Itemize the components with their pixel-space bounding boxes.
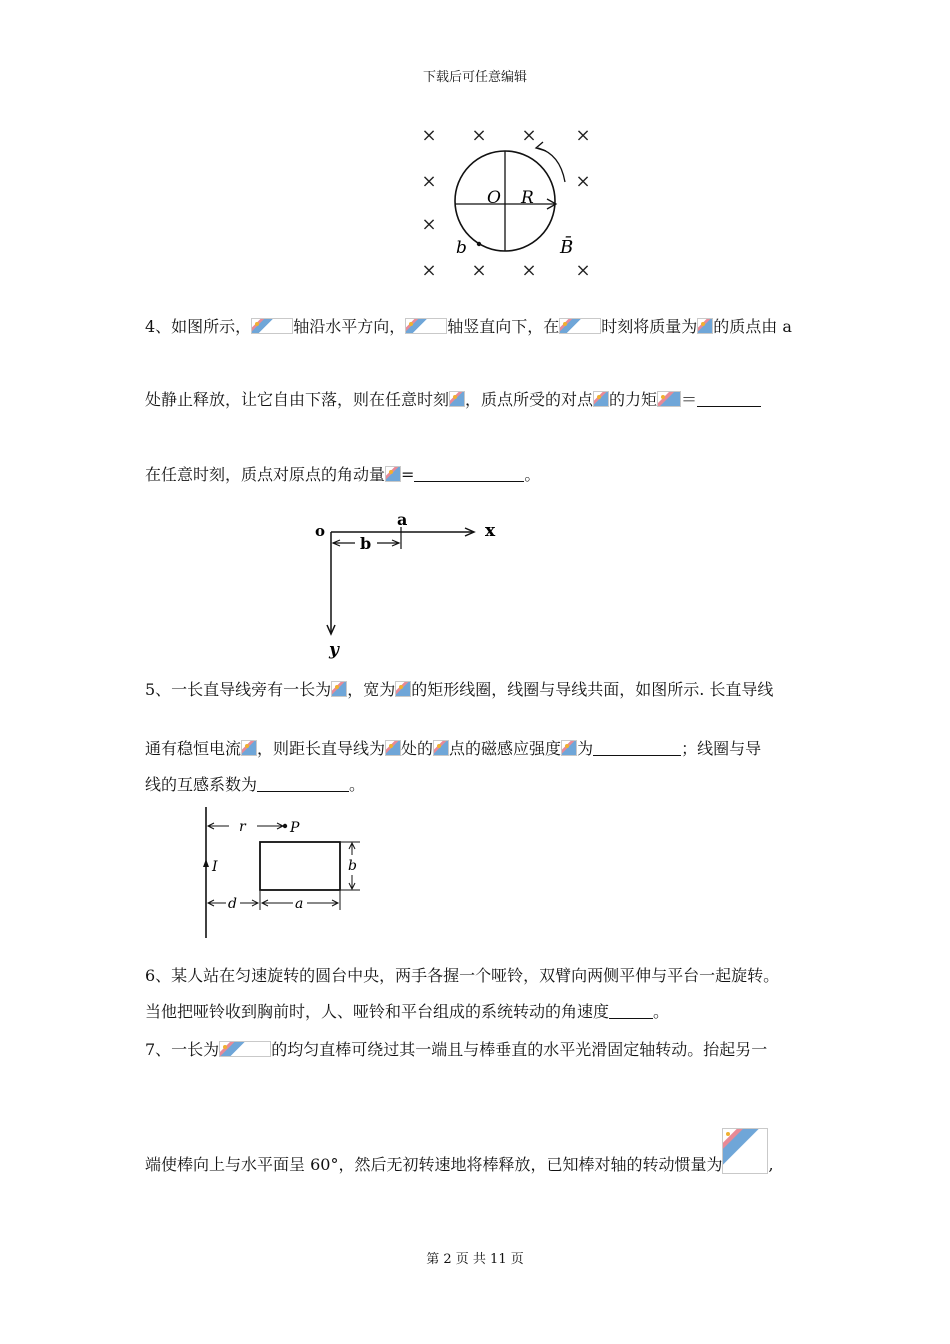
cross-mark: × (421, 260, 437, 281)
point-b-dot (477, 242, 481, 246)
image-placeholder-icon (561, 740, 577, 756)
q5-line-2: 通有稳恒电流 ，则距长直导线为 处的 点的磁感应强度 为 ；线圈与导 (145, 739, 762, 758)
rectangular-loop (260, 842, 340, 890)
q4-line-3: 在任意时刻，质点对原点的角动量 = 。 (145, 465, 541, 484)
cross-mark: × (471, 260, 487, 281)
image-placeholder-icon (593, 391, 609, 407)
rotation-arrow (538, 148, 565, 182)
label-a: a (397, 510, 408, 529)
image-placeholder-icon (433, 740, 449, 756)
figure-rotating-disk (410, 120, 600, 285)
image-placeholder-icon (331, 681, 347, 697)
figure-wire-loop (195, 805, 370, 940)
cross-mark: × (575, 171, 591, 192)
q7-line-2: 端使棒向上与水平面呈 60°，然后无初转速地将棒释放，已知棒对轴的转动惯量为 , (145, 1128, 774, 1175)
answer-blank (697, 392, 761, 407)
q6-line-1: 6、某人站在匀速旋转的圆台中央，两手各握一个哑铃，双臂向两侧平伸与平台一起旋转。 (145, 966, 780, 985)
point-P-dot (283, 824, 287, 828)
label-d: d (228, 896, 237, 912)
image-placeholder-icon (385, 740, 401, 756)
cross-mark: × (521, 125, 537, 146)
label-B: B̄ (560, 237, 574, 258)
label-b: b (348, 858, 357, 874)
image-placeholder-icon (722, 1128, 768, 1174)
image-placeholder-icon (657, 391, 681, 407)
image-placeholder-icon (559, 318, 601, 334)
q5-line-3: 线的互感系数为 。 (145, 775, 366, 794)
answer-blank (609, 1004, 653, 1019)
cross-mark: × (575, 125, 591, 146)
image-placeholder-icon (241, 740, 257, 756)
q5-line-1: 5、一长直导线旁有一长为 ，宽为 的矩形线圈，线圈与导线共面，如图所示. 长直导线 (145, 680, 774, 699)
cross-mark: × (471, 125, 487, 146)
rotation-arrowhead (536, 142, 546, 151)
image-placeholder-icon (395, 681, 411, 697)
cross-mark: × (575, 260, 591, 281)
label-r: r (239, 819, 246, 835)
label-P: P (290, 820, 300, 836)
cross-mark: × (421, 171, 437, 192)
image-placeholder-icon (251, 318, 293, 334)
q6-line-2: 当他把哑铃收到胸前时，人、哑铃和平台组成的系统转动的角速度 。 (145, 1002, 670, 1021)
label-O: O (487, 188, 501, 208)
cross-mark: × (521, 260, 537, 281)
cross-mark: × (421, 125, 437, 146)
q4-line-2: 处静止释放，让它自由下落，则在任意时刻 ，质点所受的对点 的力矩 ＝ (145, 390, 761, 410)
image-placeholder-icon (697, 318, 713, 334)
q4-line-1: 4、如图所示， 轴沿水平方向， 轴竖直向下，在 时刻将质量为 的质点由 a (145, 317, 792, 336)
label-a: a (295, 896, 304, 912)
image-placeholder-icon (405, 318, 447, 334)
label-I: I (212, 859, 218, 875)
page-header: 下载后可任意编辑 (422, 70, 527, 85)
label-R: R (521, 188, 534, 208)
image-placeholder-icon (219, 1041, 271, 1057)
label-b: b (360, 534, 372, 553)
current-arrow (203, 859, 209, 867)
label-x: x (485, 521, 496, 541)
label-origin: o (315, 522, 326, 540)
page-footer: 第 2 页 共 11 页 (426, 1252, 524, 1267)
label-y: y (329, 640, 339, 660)
label-b: b (456, 238, 467, 258)
q7-line-1: 7、一长为 的均匀直棒可绕过其一端且与棒垂直的水平光滑固定轴转动。抬起另一 (145, 1040, 768, 1059)
answer-blank (414, 467, 524, 482)
image-placeholder-icon (449, 391, 465, 407)
answer-blank (257, 777, 349, 792)
figure-axes (305, 505, 520, 665)
answer-blank (593, 741, 681, 756)
cross-mark: × (421, 214, 437, 235)
image-placeholder-icon (385, 466, 401, 482)
